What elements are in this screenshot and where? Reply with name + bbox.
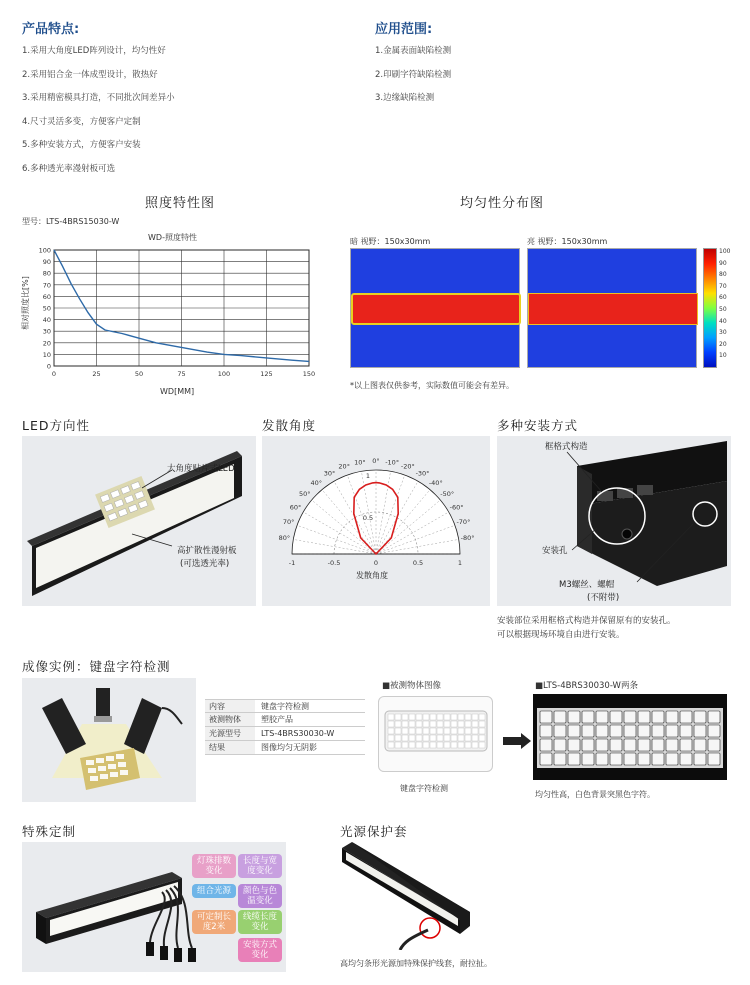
keyboard-key: [444, 714, 450, 720]
feature-item: 2.采用铝合金一体成型设计，散热好: [22, 69, 158, 80]
imaging-title: 成像实例：键盘字符检测: [22, 659, 171, 674]
result-key: [666, 725, 678, 737]
keyboard-key: [416, 742, 422, 748]
led-direction-title: LED方向性: [22, 418, 90, 433]
keyboard-key: [395, 735, 401, 741]
result-image-title: ■LTS-4BRS30030-W两条: [535, 681, 638, 691]
result-key: [596, 739, 608, 751]
y-tick-label: 40: [42, 316, 51, 325]
info-table-row: [205, 727, 365, 741]
result-key: [568, 725, 580, 737]
y-tick-label: 70: [42, 281, 51, 290]
result-key: [596, 711, 608, 723]
keyboard-key: [479, 721, 485, 727]
result-key: [610, 711, 622, 723]
info-table-key: 结果: [205, 741, 255, 754]
bright-field-hotband: [528, 293, 698, 325]
custom-tag-led-rows: 灯珠排数变化: [192, 854, 236, 878]
result-key: [554, 711, 566, 723]
result-caption: 均匀性高，白色背景突黑色字符。: [535, 790, 655, 799]
keyboard-key: [423, 721, 429, 727]
result-key: [652, 753, 664, 765]
x-tick-label: 100: [217, 370, 231, 378]
cover-caption: 高均匀条形光源加特殊保护线套，耐拉扯。: [340, 959, 492, 968]
result-key: [582, 753, 594, 765]
mount-label-frame: 框格式构造: [545, 442, 588, 452]
keyboard-key: [472, 714, 478, 720]
custom-tag-mount: 安装方式变化: [238, 938, 282, 962]
polar-angle-label: 70°: [282, 518, 295, 527]
keyboard-key: [402, 728, 408, 734]
led-label-diffuser: 高扩散性漫射板: [177, 546, 237, 556]
keyboard-key: [409, 721, 415, 727]
result-key: [694, 739, 706, 751]
color-scale-tick: 100: [719, 248, 731, 255]
result-key: [666, 711, 678, 723]
keyboard-key: [437, 721, 443, 727]
polar-angle-label: -10°: [385, 458, 400, 467]
custom-tag-length: 可定制长度2米: [192, 910, 236, 934]
polar-angle-label: 50°: [298, 490, 311, 499]
keyboard-key: [402, 721, 408, 727]
feature-item: 5.多种安装方式，方便客户安装: [22, 140, 141, 150]
led-direction-image: [22, 436, 256, 606]
result-key: [540, 739, 552, 751]
bright-field-label: 亮 视野：150x30mm: [527, 237, 608, 246]
polar-angle-label: -60°: [449, 503, 464, 512]
object-image-caption: 键盘字符检测: [400, 784, 448, 793]
keyboard-key: [430, 714, 436, 720]
y-tick-label: 30: [42, 327, 51, 336]
illum-ylabel: 相对照度比[%]: [21, 276, 30, 330]
keyboard-key: [465, 742, 471, 748]
result-key: [554, 739, 566, 751]
arrow-shaft: [503, 737, 523, 745]
keyboard-key: [402, 742, 408, 748]
keyboard-key: [451, 742, 457, 748]
features-title: 产品特点:: [22, 22, 80, 37]
keyboard-key: [388, 742, 394, 748]
keyboard-key: [416, 735, 422, 741]
keyboard-key: [472, 742, 478, 748]
feature-item: 4.尺寸灵活多变，方便客户定制: [22, 116, 141, 127]
mounting-desc-1: 安装部位采用框格式构造并保留原有的安装孔。: [497, 616, 676, 626]
dark-field-hotband: [351, 293, 521, 325]
color-scale-tick: 90: [719, 259, 727, 267]
led-label-smd: 大角度贴片式LED: [167, 464, 235, 474]
polar-x-tick: -1: [288, 559, 296, 567]
keyboard-key: [395, 721, 401, 727]
result-key: [680, 739, 692, 751]
result-key: [638, 753, 650, 765]
result-key: [554, 753, 566, 765]
keyboard-key: [423, 742, 429, 748]
color-scale-tick: 70: [719, 282, 727, 290]
color-scale-tick: 60: [719, 294, 727, 302]
mounting-title: 多种安装方式: [497, 418, 579, 433]
keyboard-key: [388, 735, 394, 741]
keyboard-key: [479, 742, 485, 748]
illum-chart: [34, 244, 324, 384]
keyboard-key: [430, 735, 436, 741]
keyboard-key: [472, 728, 478, 734]
arrow-right-icon: [521, 733, 531, 749]
result-key: [568, 711, 580, 723]
polar-x-tick: 0: [373, 559, 379, 567]
polar-angle-label: 60°: [289, 503, 302, 512]
polar-angle-label: -20°: [400, 462, 415, 471]
result-image: [533, 694, 727, 780]
keyboard-key: [430, 728, 436, 734]
keyboard-key: [479, 735, 485, 741]
color-scale-labels: [719, 246, 730, 362]
keyboard-key: [416, 721, 422, 727]
keyboard-key: [409, 714, 415, 720]
illum-section-title: 照度特性图: [145, 196, 216, 211]
imaging-info-table: [205, 699, 365, 755]
feature-item: 6.多种透光率漫射板可选: [22, 163, 116, 174]
illum-xlabel: WD[MM]: [160, 387, 195, 396]
mount-label-note: (不附带): [587, 593, 620, 603]
keyboard-key: [444, 728, 450, 734]
keyboard-key: [423, 714, 429, 720]
result-key: [624, 725, 636, 737]
keyboard-key: [472, 721, 478, 727]
result-key: [708, 739, 720, 751]
color-scale-tick: 30: [719, 329, 727, 337]
polar-angle-label: 40°: [310, 478, 322, 487]
x-tick-label: 0: [51, 370, 57, 378]
y-tick-label: 60: [42, 292, 51, 301]
polar-angle-label: -80°: [460, 533, 475, 542]
dark-field-label: 暗 视野：150x30mm: [350, 237, 431, 246]
cover-image: [340, 842, 472, 950]
info-table-value: LTS-4BRS30030-W: [261, 729, 335, 738]
object-image-frame: [378, 696, 493, 772]
keyboard-key: [423, 735, 429, 741]
polar-angle-label: -70°: [456, 518, 471, 527]
result-key: [652, 739, 664, 751]
polar-angle-label: 20°: [338, 462, 350, 471]
result-key: [624, 711, 636, 723]
polar-x-tick: 0.5: [412, 559, 424, 567]
result-key: [610, 753, 622, 765]
polar-angle-label: 0°: [372, 457, 380, 465]
keyboard-key: [458, 721, 464, 727]
info-table-value: 塑胶产品: [261, 715, 293, 724]
x-tick-label: 50: [134, 370, 144, 378]
result-key: [624, 739, 636, 751]
result-key: [540, 725, 552, 737]
object-image-title: ■被测物体图像: [382, 681, 442, 691]
feature-item: 3.采用精密模具打造，不同批次间差异小: [22, 93, 175, 103]
info-table-row: [205, 741, 365, 755]
uniformity-section-title: 均匀性分布图: [460, 196, 545, 211]
x-tick-label: 25: [92, 370, 101, 378]
polar-angle-label: 80°: [278, 533, 291, 542]
result-key: [694, 753, 706, 765]
result-key: [652, 711, 664, 723]
mount-label-hole: 安装孔: [542, 546, 568, 556]
keyboard-key: [388, 721, 394, 727]
polar-angle-label: -40°: [428, 478, 443, 487]
polar-x-tick: -0.5: [327, 559, 341, 567]
polar-angle-label: -50°: [440, 490, 455, 499]
custom-tag-size: 长度与宽度变化: [238, 854, 282, 878]
keyboard-key: [458, 728, 464, 734]
y-tick-label: 80: [42, 269, 51, 278]
mounting-image: [497, 436, 731, 606]
color-scale-tick: 80: [719, 271, 727, 279]
custom-title: 特殊定制: [22, 824, 77, 839]
result-key: [596, 753, 608, 765]
result-key: [638, 739, 650, 751]
keyboard-key: [444, 742, 450, 748]
keyboard-key: [402, 714, 408, 720]
result-key: [582, 739, 594, 751]
keyboard-key: [416, 714, 422, 720]
application-item: 3.边缘缺陷检测: [375, 93, 435, 103]
keyboard-key: [458, 742, 464, 748]
y-tick-label: 50: [42, 304, 51, 313]
color-scale-bar: [703, 248, 717, 368]
result-key: [610, 739, 622, 751]
keyboard-key: [472, 735, 478, 741]
keyboard-key: [437, 728, 443, 734]
keyboard-key: [402, 735, 408, 741]
info-table-row: [205, 699, 365, 713]
keyboard-key: [479, 714, 485, 720]
divergence-panel: [262, 436, 490, 606]
x-tick-label: 150: [302, 370, 316, 378]
applications-list: [375, 44, 451, 115]
divergence-title: 发散角度: [262, 418, 317, 433]
mount-label-screw: M3螺丝、螺帽: [559, 580, 615, 590]
color-scale-tick: 10: [719, 352, 727, 360]
keyboard-key: [430, 721, 436, 727]
result-key: [638, 711, 650, 723]
custom-tag-color: 颜色与色温变化: [238, 884, 282, 908]
dark-field-map: [350, 248, 520, 368]
keyboard-key: [409, 728, 415, 734]
result-key: [540, 753, 552, 765]
keyboard-key: [451, 735, 457, 741]
keyboard-key: [388, 714, 394, 720]
imaging-setup-image: [22, 678, 196, 802]
keyboard-key: [465, 728, 471, 734]
info-table-key: 被测物体: [205, 713, 255, 726]
application-item: 1.金属表面缺陷检测: [375, 46, 452, 56]
keyboard-key: [437, 714, 443, 720]
result-key: [694, 725, 706, 737]
keyboard-key: [409, 735, 415, 741]
custom-image: [22, 842, 286, 972]
keyboard-key: [451, 728, 457, 734]
keyboard-key: [395, 742, 401, 748]
keyboard-key: [437, 735, 443, 741]
info-table-key: 光源型号: [205, 727, 255, 740]
result-key: [638, 725, 650, 737]
result-key: [554, 725, 566, 737]
info-table-key: 内容: [205, 700, 255, 712]
result-key: [708, 711, 720, 723]
x-tick-label: 75: [177, 370, 186, 378]
led-label-transmittance: (可选透光率): [180, 559, 230, 569]
info-table-row: [205, 713, 365, 727]
y-tick-label: 90: [42, 258, 51, 267]
y-tick-label: 100: [38, 246, 51, 255]
uniformity-note: *以上图表仅供参考，实际数值可能会有差异。: [350, 381, 514, 390]
keyboard-key: [395, 714, 401, 720]
y-tick-label: 0: [46, 362, 51, 371]
keyboard-key: [444, 735, 450, 741]
result-key: [666, 739, 678, 751]
result-key: [624, 753, 636, 765]
polar-angle-label: 10°: [354, 458, 366, 467]
color-scale-tick: 50: [719, 305, 727, 313]
polar-angle-label: 30°: [323, 469, 336, 478]
divergence-xlabel: 发散角度: [356, 571, 388, 580]
illum-chart-title: WD-照度特性: [148, 233, 197, 242]
keyboard-key: [444, 721, 450, 727]
keyboard-key: [430, 742, 436, 748]
illum-model: 型号：LTS-4BRS15030-W: [22, 217, 120, 226]
keyboard-key: [458, 735, 464, 741]
keyboard-key: [409, 742, 415, 748]
keyboard-key: [479, 728, 485, 734]
result-key: [652, 725, 664, 737]
keyboard-key: [465, 721, 471, 727]
feature-item: 1.采用大角度LED阵列设计，均匀性好: [22, 46, 166, 56]
keyboard-key: [451, 721, 457, 727]
info-table-value: 键盘字符检测: [261, 702, 309, 711]
y-tick-label: 10: [42, 350, 51, 359]
result-key: [596, 725, 608, 737]
result-key: [568, 739, 580, 751]
result-key: [680, 753, 692, 765]
keyboard-key: [451, 714, 457, 720]
applications-title: 应用范围:: [375, 22, 433, 37]
result-key: [610, 725, 622, 737]
keyboard-key: [465, 735, 471, 741]
keyboard-key: [423, 728, 429, 734]
custom-tag-cable: 线缆长度变化: [238, 910, 282, 934]
result-key: [582, 711, 594, 723]
features-list: [22, 44, 175, 185]
cover-title: 光源保护套: [340, 824, 408, 839]
polar-angle-label: -30°: [415, 469, 430, 478]
result-key: [708, 753, 720, 765]
keyboard-key: [465, 714, 471, 720]
polar-x-tick: 1: [457, 559, 463, 567]
polar-radial-tick: 0.5: [362, 514, 374, 522]
keyboard-key: [388, 728, 394, 734]
color-scale-tick: 40: [719, 317, 727, 325]
keyboard-key: [437, 742, 443, 748]
result-key: [582, 725, 594, 737]
color-scale-tick: 20: [719, 340, 727, 348]
result-key: [680, 711, 692, 723]
y-tick-label: 20: [42, 339, 51, 348]
result-key: [666, 753, 678, 765]
result-key: [568, 753, 580, 765]
keyboard-key: [416, 728, 422, 734]
mounting-desc-2: 可以根据现场环境自由进行安装。: [497, 630, 625, 640]
bright-field-map: [527, 248, 697, 368]
custom-tag-combo: 组合光源: [192, 884, 236, 898]
info-table-value: 图像均匀无阴影: [261, 743, 317, 752]
result-key: [540, 711, 552, 723]
polar-radial-tick: 1: [365, 472, 371, 480]
application-item: 2.印刷字符缺陷检测: [375, 69, 452, 80]
keyboard-key: [458, 714, 464, 720]
result-key: [708, 725, 720, 737]
result-key: [694, 711, 706, 723]
x-tick-label: 125: [260, 370, 273, 378]
result-key: [680, 725, 692, 737]
keyboard-key: [395, 728, 401, 734]
